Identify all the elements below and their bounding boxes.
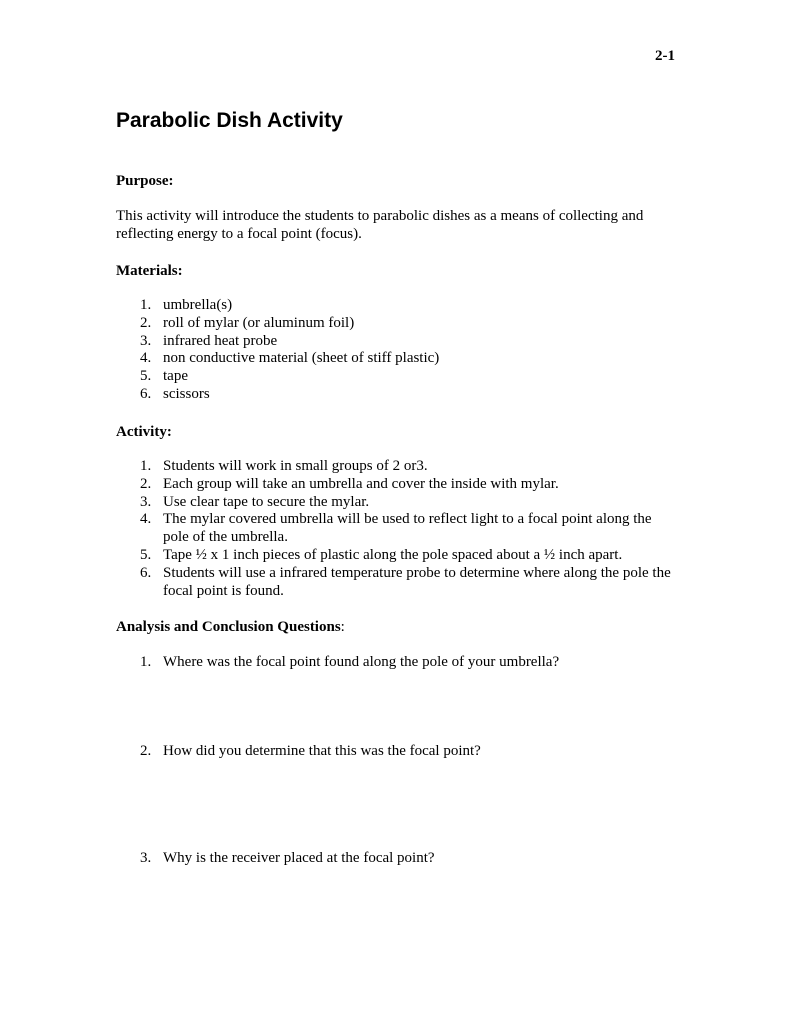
- activity-heading: Activity:: [116, 424, 172, 440]
- list-item-text: infrared heat probe: [163, 332, 278, 349]
- activity-item: [116, 494, 676, 512]
- list-number: 1.: [140, 297, 152, 313]
- list-item-text: umbrella(s): [163, 297, 233, 313]
- activity-item: [116, 458, 676, 476]
- list-item-text: non conductive material (sheet of stiff plastic): [163, 350, 440, 367]
- analysis-heading-text: Analysis and Conclusion Questions: [116, 619, 341, 635]
- question-text: Why is the receiver placed at the focal point?: [163, 850, 435, 866]
- list-number: 6.: [140, 564, 152, 581]
- activity-list: [116, 458, 676, 600]
- list-item-text: Students will use a infrared temperature probe to determine where along the pole the focal point is found.: [163, 564, 671, 599]
- list-item-text: Tape ½ x 1 inch pieces of plastic along the pole spaced about a ½ inch apart.: [163, 546, 623, 563]
- question-text: Where was the focal point found along the pole of your umbrella?: [163, 654, 560, 670]
- list-item-text: Students will work in small groups of 2 or3.: [163, 458, 428, 474]
- materials-list: [116, 297, 676, 404]
- materials-item: [116, 297, 676, 315]
- list-item-text: scissors: [163, 385, 210, 402]
- list-item-text: The mylar covered umbrella will be used to reflect light to a focal point along the pole of the umbrella.: [163, 511, 652, 546]
- list-number: 2.: [140, 475, 152, 492]
- materials-item: [116, 368, 676, 386]
- list-number: 2.: [140, 314, 152, 331]
- list-number: 3.: [140, 493, 152, 510]
- purpose-heading: Purpose:: [116, 173, 174, 189]
- list-number: 1.: [140, 458, 152, 474]
- page-number: 2-1: [655, 48, 675, 64]
- analysis-heading-colon: :: [340, 619, 345, 635]
- question-number: 3.: [140, 850, 152, 866]
- analysis-heading: [116, 618, 345, 636]
- activity-item: [116, 547, 676, 565]
- question-number: 1.: [140, 654, 152, 670]
- activity-item: [116, 476, 676, 494]
- activity-item: [116, 511, 676, 547]
- activity-item: [116, 565, 676, 601]
- page-title: Parabolic Dish Activity: [116, 109, 343, 132]
- materials-item: [116, 350, 676, 368]
- question-item: [116, 742, 676, 760]
- list-number: 5.: [140, 546, 152, 563]
- question-item: [116, 849, 676, 867]
- list-number: 4.: [140, 511, 152, 528]
- materials-item: [116, 386, 676, 404]
- list-item-text: Each group will take an umbrella and cover the inside with mylar.: [163, 475, 559, 492]
- list-item-text: tape: [163, 368, 188, 385]
- list-number: 5.: [140, 368, 152, 385]
- question-item: [116, 653, 676, 671]
- question-text: How did you determine that this was the focal point?: [163, 743, 481, 759]
- list-number: 4.: [140, 350, 152, 367]
- materials-heading: Materials:: [116, 263, 183, 279]
- purpose-paragraph: This activity will introduce the students to parabolic dishes as a means of collecting and reflecting energy to a focal point (focus).: [116, 208, 644, 242]
- materials-item: [116, 333, 676, 351]
- list-number: 3.: [140, 332, 152, 349]
- list-item-text: roll of mylar (or aluminum foil): [163, 314, 355, 331]
- list-number: 6.: [140, 385, 152, 402]
- materials-item: [116, 315, 676, 333]
- question-number: 2.: [140, 743, 152, 759]
- list-item-text: Use clear tape to secure the mylar.: [163, 493, 370, 510]
